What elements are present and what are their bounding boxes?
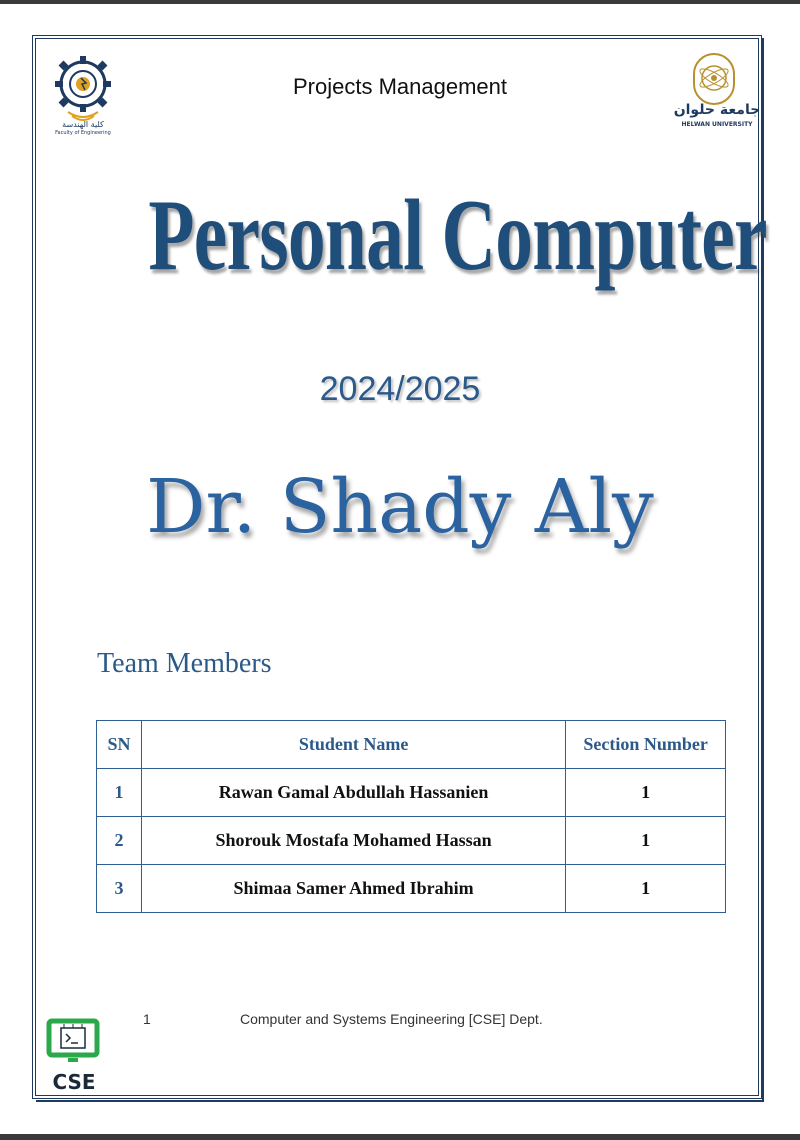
department-footer: Computer and Systems Engineering [CSE] Dept. <box>240 1011 543 1027</box>
helwan-university-logo <box>672 52 762 136</box>
team-members-table <box>96 720 726 913</box>
document-title: Personal Computer <box>148 179 767 292</box>
cell-section-number: 1 <box>566 769 726 817</box>
cell-sn: 3 <box>97 865 142 913</box>
cse-logo-label: CSE <box>52 1070 96 1094</box>
helwan-logo-caption: جامعة حلوان <box>673 102 761 118</box>
cell-sn: 2 <box>97 817 142 865</box>
top-edge-bar <box>0 0 800 4</box>
header-title: Projects Management <box>293 74 507 99</box>
table-row <box>97 865 726 913</box>
table-header-row <box>97 721 726 769</box>
cell-sn: 1 <box>97 769 142 817</box>
cell-section-number: 1 <box>566 817 726 865</box>
table-row <box>97 817 726 865</box>
helwan-logo-subcaption: HELWAN UNIVERSITY <box>681 121 753 128</box>
bottom-edge-bar <box>0 1134 800 1140</box>
column-header-student-name: Student Name <box>141 721 565 769</box>
cell-student-name: Shimaa Samer Ahmed Ibrahim <box>141 865 565 913</box>
faculty-logo-caption: كلية الهندسة <box>62 120 104 129</box>
supervisor-name: Dr. Shady Aly <box>146 464 654 550</box>
faculty-of-engineering-logo <box>46 52 120 142</box>
cell-student-name: Shorouk Mostafa Mohamed Hassan <box>141 817 565 865</box>
team-members-heading: Team Members <box>97 648 272 679</box>
academic-year: 2024/2025 <box>319 370 481 408</box>
cell-student-name: Rawan Gamal Abdullah Hassanien <box>141 769 565 817</box>
page-number: 1 <box>143 1011 151 1027</box>
table-row <box>97 769 726 817</box>
cell-section-number: 1 <box>566 865 726 913</box>
column-header-sn: SN <box>97 721 142 769</box>
faculty-logo-subcaption: Faculty of Engineering <box>55 130 111 136</box>
column-header-section-number: Section Number <box>566 721 726 769</box>
